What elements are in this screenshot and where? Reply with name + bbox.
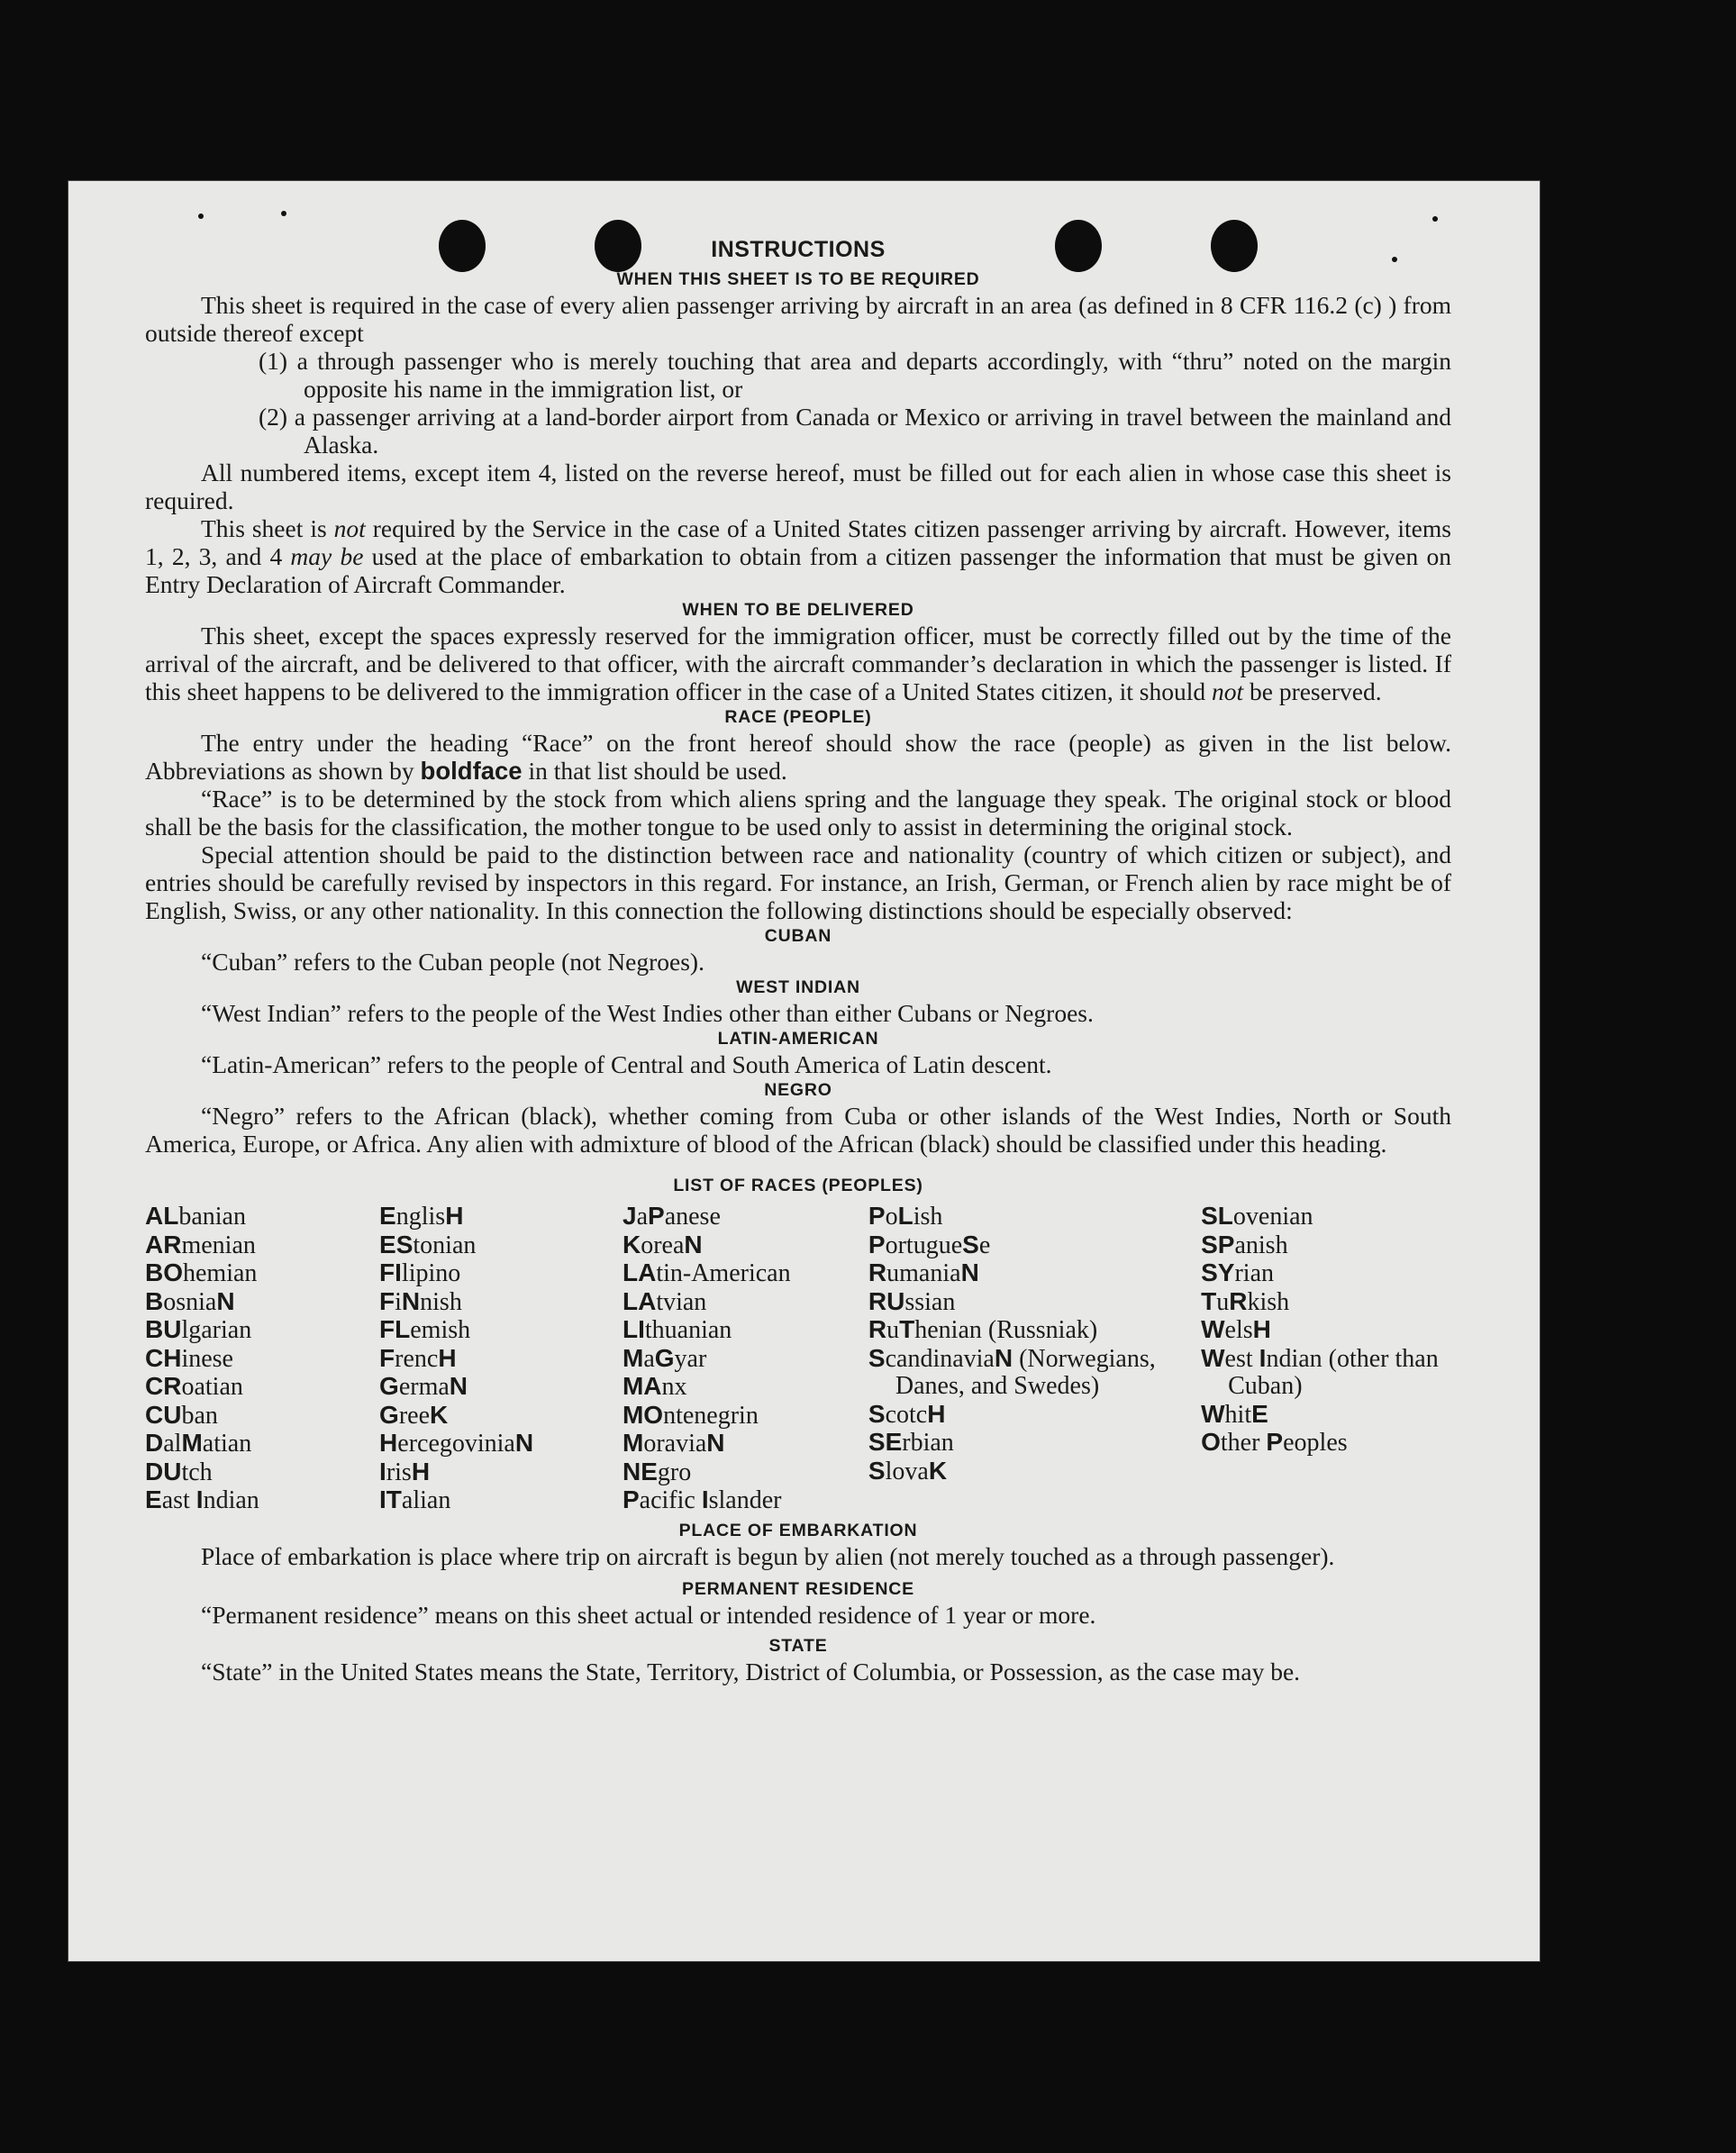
race-item: West Indian (other than Cuban) (1201, 1343, 1439, 1400)
paragraph-numbered-items: All numbered items, except item 4, listed on the reverse hereof, must be filled out for each alien in whose case this sheet is required. (145, 459, 1451, 514)
race-item: BUlgarian (145, 1315, 252, 1344)
speck (1432, 216, 1438, 222)
race-item: RUssian (868, 1286, 956, 1316)
paragraph-cuban: “Cuban” refers to the Cuban people (not Negroes). (201, 948, 704, 976)
heading-permanent-residence: PERMANENT RESIDENCE (682, 1578, 914, 1599)
exception-item-1: (1) a through passenger who is merely touching that area and departs accordingly, with “thru” noted on the margin opposite his name in the immigration list, or (259, 347, 1451, 403)
races-column (868, 1203, 1201, 1515)
document-sheet (68, 180, 1541, 1962)
race-item: Other Peoples (1201, 1428, 1348, 1457)
heading-delivered: WHEN TO BE DELIVERED (682, 600, 914, 620)
race-item: NEgro (622, 1457, 692, 1486)
paragraph-embarkation: Place of embarkation is place where trip on aircraft is begun by alien (not merely touched as a through passenger). (201, 1541, 1335, 1570)
paragraph-permanent-residence: “Permanent residence” means on this sheet actual or intended residence of 1 year or more. (201, 1600, 1096, 1629)
race-item: ITalian (379, 1485, 451, 1514)
race-item: BOhemian (145, 1258, 258, 1287)
race-item: EnglisH (379, 1202, 464, 1231)
race-item: RuThenian (Russniak) (868, 1315, 1098, 1344)
heading-list-of-races: LIST OF RACES (PEOPLES) (673, 1176, 923, 1195)
race-item: CRoatian (145, 1372, 243, 1401)
race-item: EStonian (379, 1230, 477, 1259)
race-item: CHinese (145, 1343, 233, 1373)
race-item: PortugueSe (868, 1230, 991, 1259)
race-item: ALbanian (145, 1202, 246, 1231)
paragraph-race-stock: “Race” is to be determined by the stock from which aliens spring and the language they speak. The original stock or blood shall be the basis for the classification, the mother tongue to be used only to assist in determining the original stock. (145, 785, 1451, 840)
heading-west-indian: WEST INDIAN (736, 977, 860, 997)
speck (281, 211, 286, 216)
page-title: INSTRUCTIONS (711, 237, 886, 262)
race-item: TuRkish (1201, 1286, 1290, 1316)
paragraph-delivered: This sheet, except the spaces expressly reserved for the immigration officer, must be correctly filled out by the time of the arrival of the aircraft, and be delivered to that officer, with the aircraft commander’s declaration in which the passenger is listed. If this sheet happens to be delivered to the immigration officer in the case of a United States citizen, it should not be preserved. (145, 622, 1451, 705)
paragraph-negro: “Negro” refers to the African (black), whether coming from Cuba or other islands of the West Indies, North or South America, Europe, or Africa. Any alien with admixture of blood of the African (black) should be classified under this heading. (145, 1102, 1451, 1158)
race-item: MaGyar (622, 1343, 707, 1373)
race-item: Pacific Islander (622, 1485, 782, 1514)
paragraph-latin-american: “Latin-American” refers to the people of Central and South America of Latin descent. (201, 1050, 1052, 1078)
heading-embarkation: PLACE OF EMBARKATION (678, 1520, 918, 1540)
exception-item-2: (2) a passenger arriving at a land-border airport from Canada or Mexico or arriving in travel between the mainland and Alaska. (259, 403, 1451, 459)
race-item: SYrian (1201, 1258, 1274, 1287)
paragraph-race-entry: The entry under the heading “Race” on the front hereof should show the race (people) as given in the list below. Abbreviations as shown by boldface in that list should be used. (145, 729, 1451, 785)
paragraph-state: “State” in the United States means the State, Territory, District of Columbia, or Possession, as the case may be. (201, 1657, 1301, 1685)
heading-required: WHEN THIS SHEET IS TO BE REQUIRED (616, 269, 980, 289)
race-item: RumaniaN (868, 1258, 979, 1287)
heading-latin-american: LATIN-AMERICAN (717, 1029, 879, 1049)
race-item: WelsH (1201, 1315, 1271, 1344)
race-item: FrencH (379, 1343, 457, 1373)
race-item: SLovenian (1201, 1202, 1313, 1231)
race-item: SPanish (1201, 1230, 1288, 1259)
race-item: East Indian (145, 1485, 259, 1514)
race-item: DalMatian (145, 1429, 252, 1458)
race-item: DUtch (145, 1457, 213, 1486)
heading-negro: NEGRO (764, 1080, 832, 1100)
race-item: PoLish (868, 1202, 943, 1231)
races-column (1201, 1203, 1451, 1515)
paragraph-west-indian: “West Indian” refers to the people of the West Indies other than either Cubans or Negroes. (201, 999, 1094, 1027)
race-item: GermaN (379, 1372, 468, 1401)
races-column (623, 1203, 868, 1515)
race-item: MoraviaN (622, 1429, 725, 1458)
heading-race: RACE (PEOPLE) (724, 707, 872, 727)
race-item: KoreaN (622, 1230, 703, 1259)
race-item: ScotcH (868, 1399, 946, 1429)
race-item: HercegoviniaN (379, 1429, 534, 1458)
race-item: FLemish (379, 1315, 471, 1344)
heading-cuban: CUBAN (764, 926, 832, 946)
heading-state: STATE (768, 1635, 828, 1656)
race-item: SErbian (868, 1428, 954, 1457)
paragraph-race-nationality: Special attention should be paid to the distinction between race and nationality (country of which citizen or subject), and entries should be carefully revised by inspectors in this regard. For instance, an Irish, German, or French alien by race might be of English, Swiss, or any other nationality. In this connection the following distinctions should be especially observed: (145, 840, 1451, 924)
race-item: LIthuanian (622, 1315, 732, 1344)
paragraph-citizen: This sheet is not required by the Service in the case of a United States citizen passenger arriving by aircraft. However, items 1, 2, 3, and 4 may be used at the place of embarkation to obtain from a citizen passenger the information that must be given on Entry Declaration of Aircraft Commander. (145, 514, 1451, 598)
paragraph-required: This sheet is required in the case of every alien passenger arriving by aircraft in an area (as defined in 8 CFR 116.2 (c) ) from outside thereof except (145, 291, 1451, 347)
race-item: LAtin-American (622, 1258, 791, 1287)
race-item: ScandinaviaN (Norwegians, Danes, and Swedes) (868, 1343, 1156, 1400)
race-item: GreeK (379, 1400, 449, 1430)
race-item: IrisH (379, 1457, 431, 1486)
speck (198, 213, 204, 219)
race-item: CUban (145, 1400, 218, 1430)
race-item: MOntenegrin (622, 1400, 759, 1430)
instructions-body (145, 236, 1451, 1685)
race-item: LAtvian (622, 1286, 707, 1316)
race-item: JaPanese (622, 1202, 721, 1231)
race-item: FiNnish (379, 1286, 462, 1316)
race-item: MAnx (622, 1372, 687, 1401)
race-item: WhitE (1201, 1399, 1268, 1429)
race-item: FIlipino (379, 1258, 461, 1287)
races-column (379, 1203, 623, 1515)
races-list (145, 1203, 1451, 1515)
races-column (145, 1203, 379, 1515)
race-item: BosniaN (145, 1286, 235, 1316)
race-item: ARmenian (145, 1230, 256, 1259)
race-item: SlovaK (868, 1456, 948, 1485)
